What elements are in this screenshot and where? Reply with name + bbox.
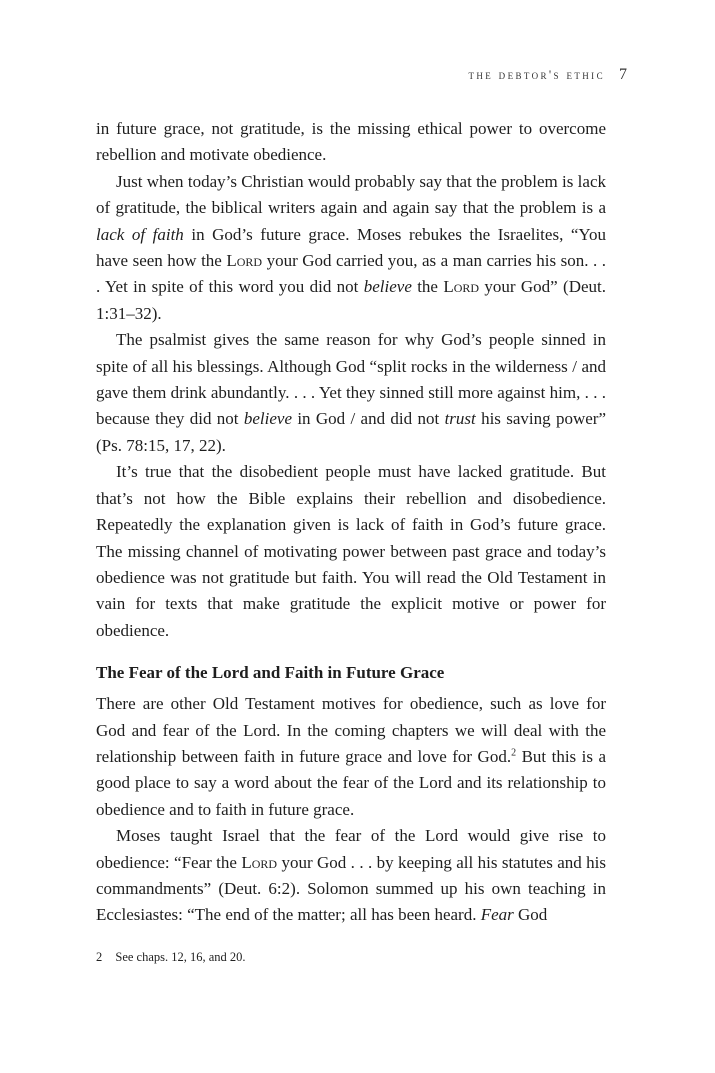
text-run: Just when today’s Christian would probably say that the problem is lack of gratitude, the biblical writers again and again say that the problem is a — [96, 171, 606, 218]
footnote-number: 2 — [96, 950, 103, 964]
text-run: believe — [363, 277, 412, 297]
section-heading: The Fear of the Lord and Faith in Future Grace — [96, 663, 445, 683]
text-run: in God / and did not — [292, 409, 445, 429]
text-run: There are other Old Testament motives for obedience, such as love for God and fear of the Lord. In the coming chapters we will deal with the relationship between faith in future grace and love for God. — [96, 694, 606, 766]
text-run: Lord — [241, 852, 278, 872]
text-run: The psalmist gives the same reason for why God’s people sinned in spite of all his blessings. Although God “split rocks in the wilderness / and gave them drink abundantly. . . . Yet they sinned still more against him, . . . because they did not — [96, 330, 606, 429]
text-run: the — [411, 277, 444, 297]
text-run: believe — [243, 409, 292, 429]
footnote-ref: 2 — [511, 747, 517, 759]
text-run: your God” (Deut. 1:31–32). — [96, 277, 606, 323]
paragraph — [96, 823, 606, 929]
running-title: the debtor's ethic — [468, 68, 605, 82]
body-text — [96, 116, 606, 929]
text-run: Lord — [443, 277, 480, 297]
text-run: in God’s future grace. Moses rebukes the Israelites, “You have seen how the — [96, 224, 606, 271]
text-run: Lord — [226, 251, 263, 271]
text-run: his saving power” (Ps. 78:15, 17, 22). — [96, 409, 607, 455]
paragraph — [96, 116, 606, 169]
text-run: your God carried you, as a man carries his son. . . . Yet in spite of this word you did not — [96, 251, 606, 297]
text-run: trust — [444, 409, 476, 429]
text-run: God — [513, 905, 548, 925]
text-run: in future grace, not gratitude, is the missing ethical power to overcome rebellion and motivate obedience. — [96, 119, 606, 165]
footnote — [96, 950, 246, 965]
footnote-text: See chaps. 12, 16, and 20. — [115, 950, 246, 964]
running-header — [468, 66, 627, 83]
text-run: your God . . . by keeping all his statutes and his commandments” (Deut. 6:2). Solomon summed up his own teaching in Ecclesiastes: “The end of the matter; all has been heard. — [96, 852, 606, 925]
paragraph — [96, 691, 606, 823]
text-run: But this is a good place to say a word about the fear of the Lord and its relationship to obedience and to faith in future grace. — [96, 746, 606, 819]
text-run: Moses taught Israel that the fear of the Lord would give rise to obedience: “Fear the — [96, 826, 606, 872]
paragraph — [96, 169, 606, 327]
text-run: Fear — [480, 905, 514, 925]
text-run: It’s true that the disobedient people must have lacked gratitude. But that’s not how the Bible explains their rebellion and disobedience. Repeatedly the explanation given is lack of faith in God’s future grace. The missing channel of motivating power between past grace and today’s obedience was not gratitude but faith. You will read the Old Testament in vain for texts that make gratitude the explicit motive or power for obedience. — [96, 462, 606, 640]
page-number: 7 — [619, 66, 627, 83]
text-run: lack of faith — [96, 224, 184, 244]
paragraph — [96, 459, 606, 644]
paragraph — [96, 327, 606, 459]
